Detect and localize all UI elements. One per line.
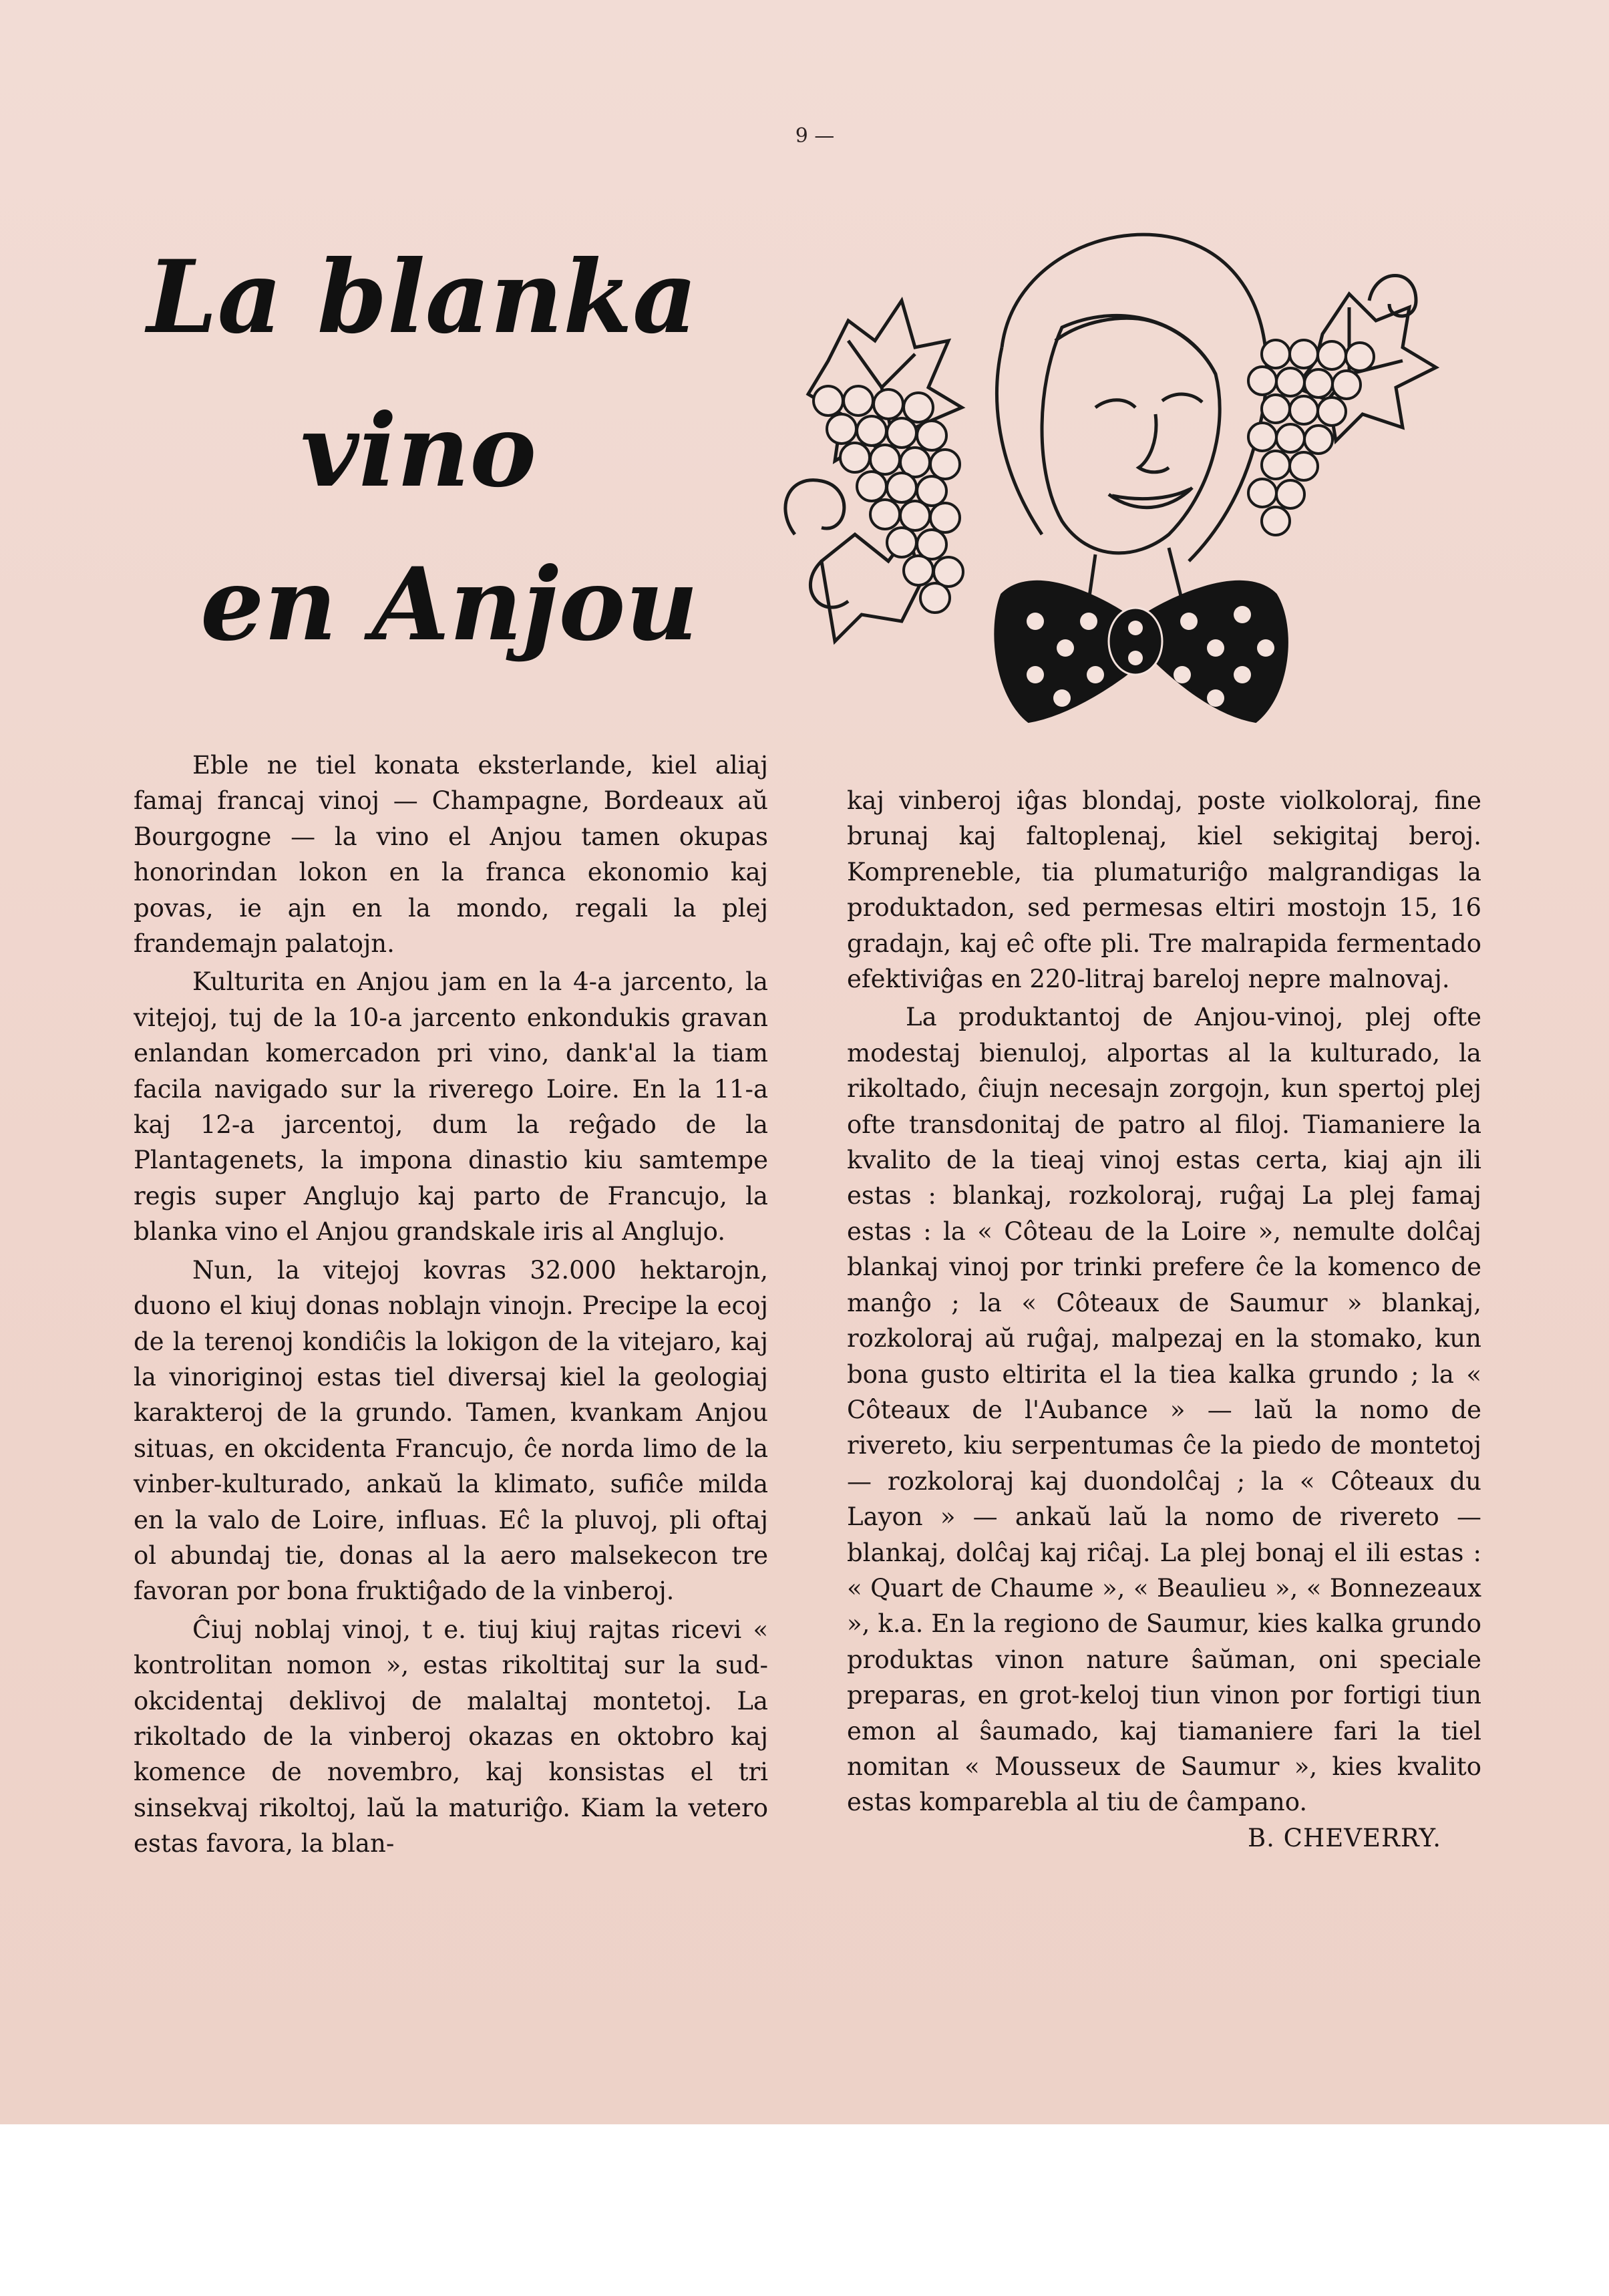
article-paragraph-continuation: kaj vinberoj iĝas blondaj, poste violkoloraj, fine brunaj kaj faltoplenaj, kiel sekigitaj beroj. Kompreneble, tia plumaturiĝo malgrandigas la produktadon, sed permesas eltiri mostojn 15, 16 gradajn, kaj eĉ ofte pli. Tre malrapida fermentado efektiviĝas en 220-litraj bareloj nepre malnovaj. — [847, 786, 1481, 994]
page-number: 9 — — [795, 124, 835, 148]
article-paragraph: Nun, la vitejoj kovras 32.000 hektarojn, duono el kiuj donas noblajn vinojn. Precipe la ecoj de la terenoj kondiĉis la lokigon de la vitejaro, kaj la vinoriginoj estas tiel diversaj kiel la geologiaj karakteroj de la grundo. Tamen, kvankam Anjou situas, en okcidenta Francujo, ĉe norda limo de la vinber-kulturado, ankaŭ la klimato, sufiĉe milda en la valo de Loire, influas. Eĉ la pluvoj, pli oftaj ol abundaj tie, donas al la aero malsekecon tre favoran por bona fruktiĝado de la vinberoj. — [134, 1255, 768, 1606]
title-line-2: vino — [301, 392, 537, 510]
article-title — [134, 234, 735, 701]
author-signature: B. CHEVERRY. — [1247, 1823, 1441, 1852]
article-paragraph: La produktantoj de Anjou-vinoj, plej ofte modestaj bienuloj, alportas al la kulturado, la rikoltado, ĉiujn necesajn zorgojn, kun spertoj plej ofte transdonitaj de patro al filoj. Tiamaniere la kvalito de la tieaj vinoj estas certa, kiaj ajn ili estas : blankaj, rozkoloraj, ruĝaj La plej famaj estas : la « Côteau de la Loire », nemulte dolĉaj blankaj vinoj por trinki prefere ĉe la komenco de manĝo ; la « Côteaux de Saumur » blankaj, rozkoloraj aŭ ruĝaj, malpezaj en la stomako, kun bona gusto eltirita el la tiea kalka grundo ; la « Côteaux de l'Aubance » — laŭ la nomo de rivereto, kiu serpentumas ĉe la piedo de montetoj — rozkoloraj kaj duondolĉaj ; la « Côteaux du Layon » — ankaŭ laŭ la nomo de rivereto — blankaj, dolĉaj kaj riĉaj. La plej bonaj el ili estas : « Quart de Chaume », « Beaulieu », « Bonnezeaux », k.a. En la regiono de Saumur, kies kalka grundo produktas vinon nature ŝaŭman, oni speciale preparas, en grot-keloj tiun vinon por fortigi tiun emon al ŝaumado, kaj tiamaniere fari la tiel nomitan « Mousseux de Saumur », kies kvalito estas komparebla al tiu de ĉampano. — [847, 1003, 1481, 1817]
article-paragraph: Eble ne tiel konata eksterlande, kiel aliaj famaj francaj vinoj — Champagne, Bordeaux aŭ Bourgogne — la vino el Anjou tamen okupas honorindan lokon en la franca ekonomio kaj povas, ie ajn en la mondo, regali la plej frandemajn palatojn. — [134, 751, 768, 959]
title-line-1: La blanka — [147, 238, 698, 356]
article-paragraph: Ĉiuj noblaj vinoj, t e. tiuj kiuj rajtas ricevi « kontrolitan nomon », estas rikoltitaj sur la sud-okcidentaj deklivoj de malaltaj montetoj. La rikoltado de la vinberoj okazas en oktobro kaj komence de novembro, kaj konsistas el tri sinsekvaj rikoltoj, laŭ la maturiĝo. Kiam la vetero estas favora, la blan- — [134, 1615, 768, 1858]
grape-cluster-left-icon — [814, 386, 963, 613]
title-line-3: en Anjou — [200, 546, 699, 663]
polka-dot-bow-icon — [995, 582, 1287, 721]
woman-with-grapes-illustration — [748, 187, 1443, 742]
article-final-paragraph — [847, 999, 1481, 1852]
article-paragraph: Kulturita en Anjou jam en la 4-a jarcento, la vitejoj, tuj de la 10-a jarcento enkondukis gravan enlandan komercadon pri vino, dank'al la tiam facila navigado sur la riverego Loire. En la 11-a kaj 12-a jarcentoj, dum la reĝado de la Plantagenets, la impona dinastio kiu samtempe regis super Anglujo kaj parto de Francujo, la blanka vino el Anjou grandskale iris al Anglujo. — [134, 967, 768, 1247]
article-left-column — [134, 748, 768, 1864]
article-right-column — [847, 783, 1481, 1856]
